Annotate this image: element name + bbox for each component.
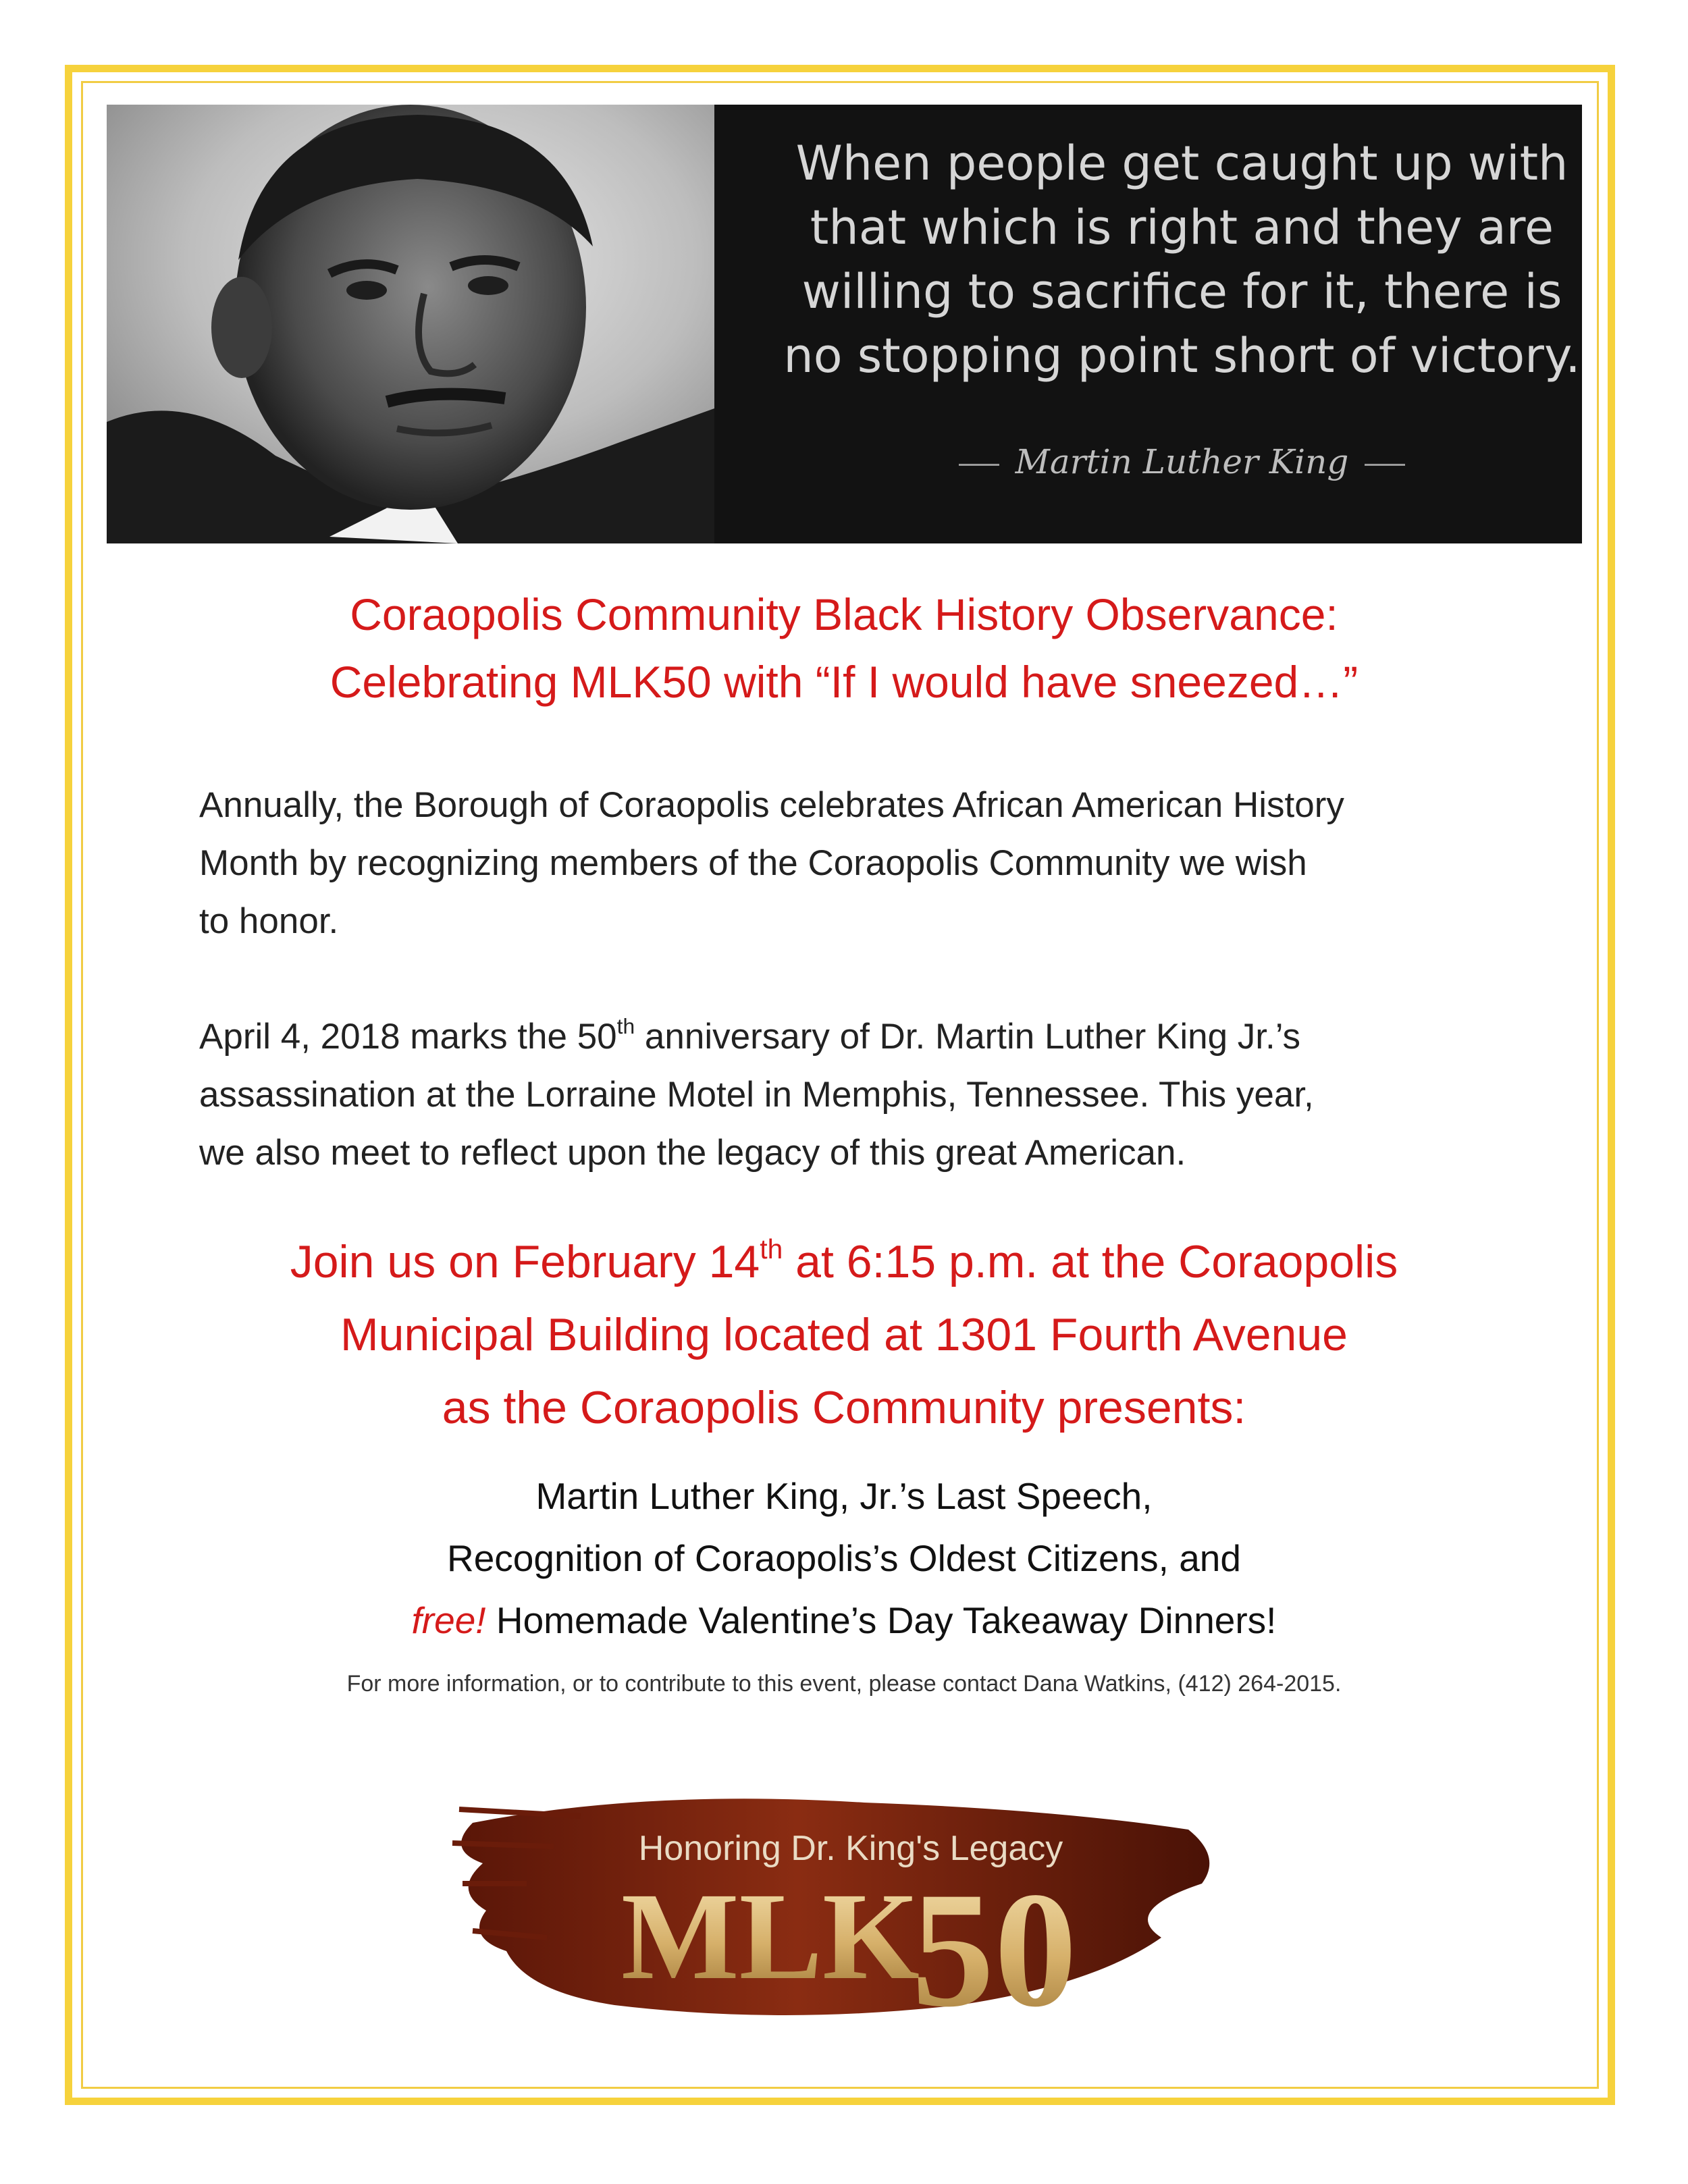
mlk50-logo bbox=[446, 1782, 1242, 2039]
logo-mlk: MLK bbox=[621, 1867, 920, 2006]
anniversary-paragraph bbox=[199, 1008, 1550, 1182]
program-item-dinners bbox=[169, 1589, 1519, 1651]
portrait-photo bbox=[107, 105, 714, 543]
invite-line-1-end: at 6:15 p.m. at the Coraopolis bbox=[783, 1236, 1398, 1287]
intro-line-2: Month by recognizing members of the Coraopolis Community we wish bbox=[199, 843, 1307, 883]
logo-tagline: Honoring Dr. King's Legacy bbox=[638, 1829, 1063, 1868]
contact-info: For more information, or to contribute to this event, please contact Dana Watkins, (412) 264-2015. bbox=[346, 1671, 1342, 1697]
event-invitation bbox=[169, 1225, 1519, 1444]
invite-line-3: as the Coraopolis Community presents: bbox=[442, 1382, 1246, 1433]
intro-line-1: Annually, the Borough of Coraopolis celebrates African American History bbox=[199, 785, 1344, 825]
dash-right bbox=[1365, 464, 1405, 466]
anniversary-line-1-end: anniversary of Dr. Martin Luther King Jr.’s bbox=[635, 1017, 1301, 1057]
headline-line-2: Celebrating MLK50 with “If I would have sneezed…” bbox=[329, 657, 1359, 707]
program-item-speech: Martin Luther King, Jr.’s Last Speech, bbox=[535, 1475, 1153, 1517]
anniversary-ordinal-suffix: th bbox=[616, 1014, 635, 1039]
free-label: free! bbox=[411, 1599, 486, 1641]
quote-banner bbox=[107, 105, 1582, 543]
anniversary-line-3: we also meet to reflect upon the legacy of this great American. bbox=[199, 1133, 1186, 1173]
page-headline bbox=[135, 581, 1553, 716]
logo-50: 50 bbox=[912, 1858, 1077, 2039]
invite-line-1 bbox=[169, 1225, 1519, 1298]
invite-line-2: Municipal Building located at 1301 Fourth Avenue bbox=[340, 1309, 1348, 1360]
invite-ordinal-suffix: th bbox=[760, 1233, 783, 1265]
intro-line-3: to honor. bbox=[199, 901, 339, 941]
quote-text: When people get caught up with that which is right and they are willing to sacrifice for it, there is no stopping point short of victory. bbox=[783, 136, 1581, 383]
event-program bbox=[169, 1465, 1519, 1651]
quote-author bbox=[782, 442, 1582, 481]
program-item-recognition: Recognition of Coraopolis’s Oldest Citizens, and bbox=[446, 1537, 1241, 1579]
dash-left bbox=[959, 464, 999, 466]
anniversary-line-1-start: April 4, 2018 marks the 50 bbox=[199, 1017, 617, 1057]
invite-line-1-start: Join us on February 14 bbox=[290, 1236, 760, 1287]
intro-paragraph bbox=[199, 776, 1550, 951]
quote-author-name: Martin Luther King bbox=[1015, 442, 1349, 481]
dinners-text: Homemade Valentine’s Day Takeaway Dinners! bbox=[485, 1599, 1277, 1641]
anniversary-line-2: assassination at the Lorraine Motel in Memphis, Tennessee. This year, bbox=[199, 1075, 1314, 1115]
headline-line-1: Coraopolis Community Black History Observance: bbox=[350, 589, 1338, 639]
anniversary-line-1 bbox=[199, 1008, 1550, 1066]
